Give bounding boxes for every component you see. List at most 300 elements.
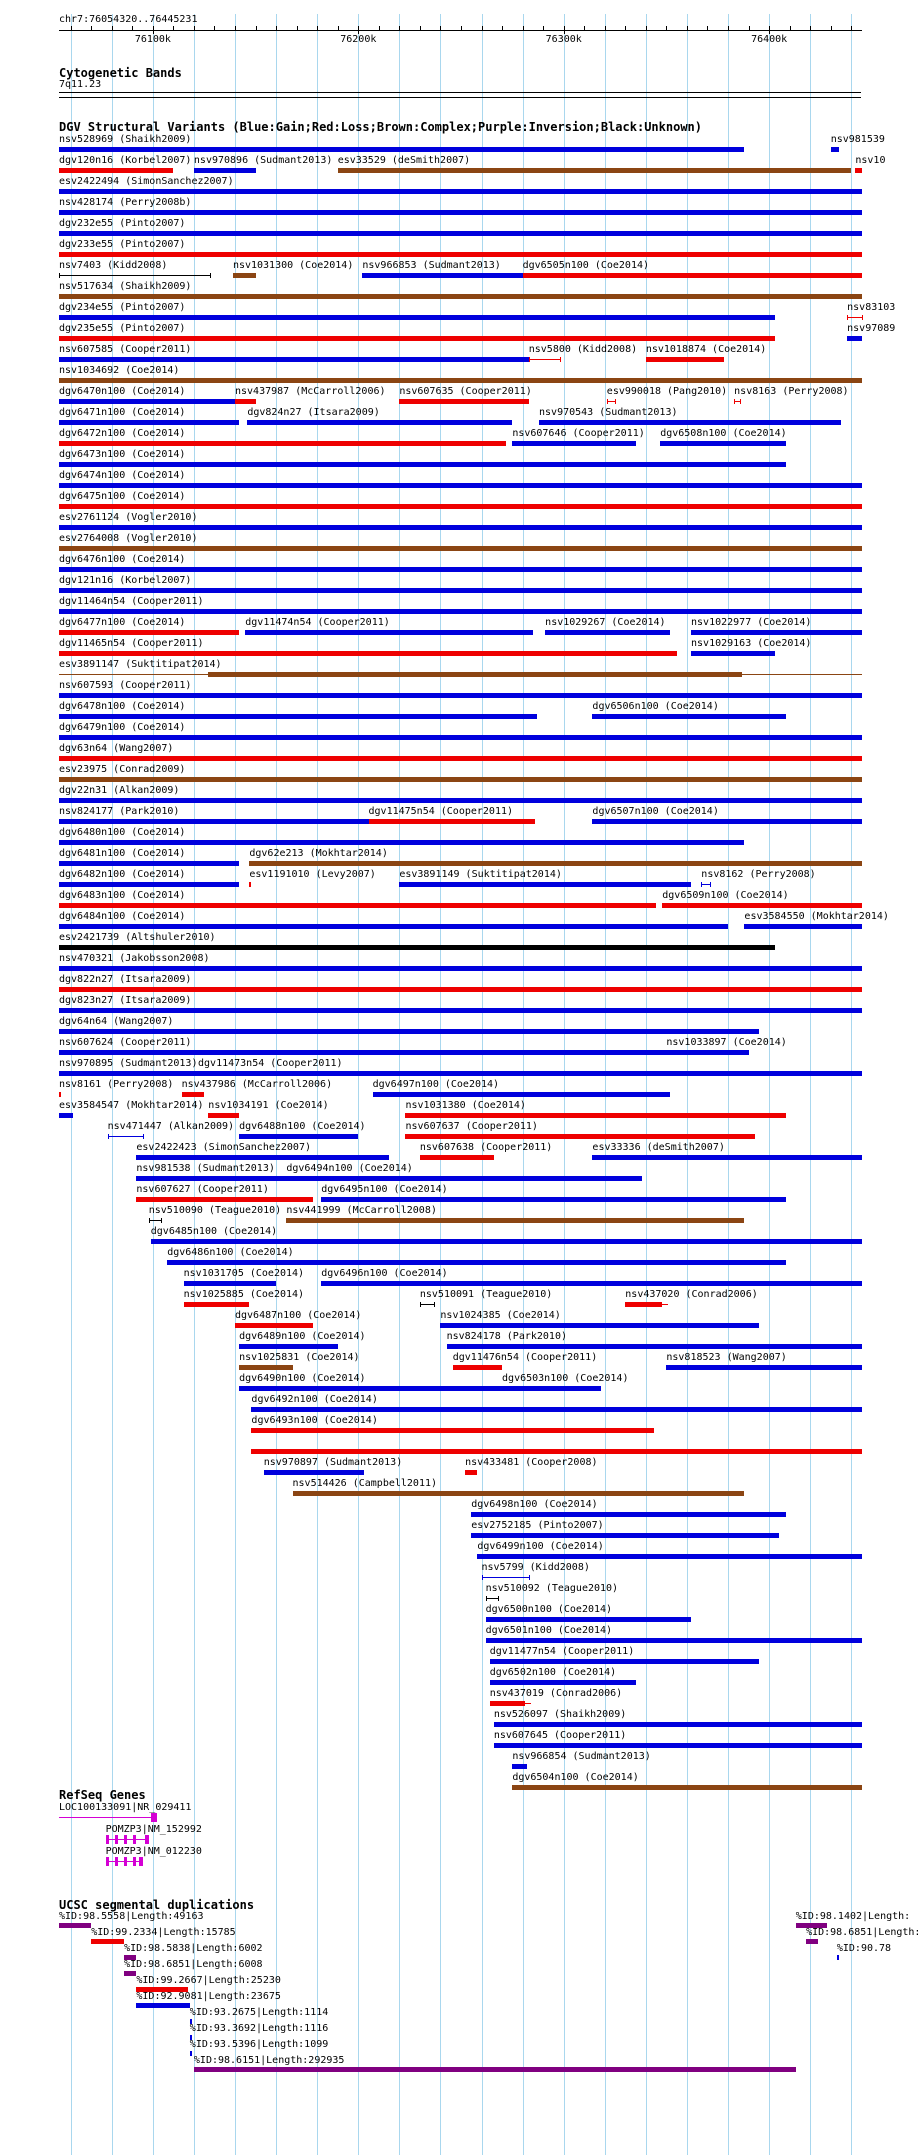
variant-label: dgv6487n100 (Coe2014) — [235, 1310, 362, 1321]
ruler-tick-label: 76100k — [134, 34, 171, 45]
variant-bar — [59, 315, 775, 320]
variant-label: dgv6497n100 (Coe2014) — [372, 1079, 500, 1090]
variant-label: nsv970895 (Sudmant2013) — [59, 1058, 198, 1069]
variant-label: dgv120n16 (Korbel2007) — [59, 155, 192, 166]
segdup-bar — [136, 2003, 189, 2008]
variant-label: nsv510090 (Teague2010) — [148, 1205, 282, 1216]
gene-exon — [115, 1857, 118, 1866]
variant-cap — [486, 1596, 487, 1601]
ruler-tick — [173, 26, 174, 30]
segdup-bar — [91, 1939, 124, 1944]
gene-label: LOC100133091|NR_029411 — [59, 1802, 192, 1813]
variant-label: nsv437020 (Conrad2006) — [625, 1289, 758, 1300]
variant-bar — [59, 483, 862, 488]
variant-label: dgv6485n100 (Coe2014) — [150, 1226, 278, 1237]
variant-label: dgv233e55 (Pinto2007) — [59, 239, 186, 250]
variant-label: esv2421739 (Altshuler2010) — [59, 932, 216, 943]
variant-bar — [136, 1176, 286, 1181]
ruler-tick — [564, 26, 565, 34]
variant-bar — [453, 1365, 502, 1370]
variant-bar — [59, 1050, 666, 1055]
variant-label: dgv6504n100 (Coe2014) — [512, 1772, 639, 1783]
ruler-tick — [769, 26, 770, 34]
ruler-tick — [461, 26, 462, 30]
variant-label: esv2422423 (SimonSanchez2007) — [136, 1142, 311, 1153]
variant-bar — [831, 147, 839, 152]
variant-bar — [245, 630, 533, 635]
variant-label: dgv6502n100 (Coe2014) — [489, 1667, 617, 1678]
variant-label: dgv6486n100 (Coe2014) — [167, 1247, 294, 1258]
variant-bar — [59, 1008, 862, 1013]
variant-label: dgv22n31 (Alkan2009) — [59, 785, 180, 796]
segdup-label: %ID:99.2334|Length:15785 — [91, 1927, 236, 1938]
variant-bar — [502, 1386, 601, 1391]
variant-bar — [59, 189, 862, 194]
variant-label: dgv6476n100 (Coe2014) — [59, 554, 186, 565]
variant-bar — [59, 336, 775, 341]
segdup-label: %ID:98.6851|Length:6008 — [124, 1959, 263, 1970]
ruler-tick — [831, 26, 832, 30]
ruler-tick — [379, 26, 380, 30]
variant-bar — [512, 1785, 862, 1790]
variant-bar — [494, 1743, 862, 1748]
variant-label: nsv517634 (Shaikh2009) — [59, 281, 192, 292]
variant-label: dgv6498n100 (Coe2014) — [471, 1499, 598, 1510]
variant-label: dgv6474n100 (Coe2014) — [59, 470, 186, 481]
variant-label: dgv824n27 (Itsara2009) — [247, 407, 380, 418]
variant-bar — [399, 882, 691, 887]
variant-label: nsv433481 (Cooper2008) — [465, 1457, 598, 1468]
variant-label: nsv97089 — [847, 323, 896, 334]
variant-bar — [286, 1218, 744, 1223]
variant-line — [529, 359, 560, 360]
variant-bar — [59, 357, 529, 362]
variant-label: dgv11475n54 (Cooper2011) — [368, 806, 514, 817]
ruler-tick — [112, 26, 113, 30]
variant-bar — [440, 1323, 758, 1328]
variant-label: dgv232e55 (Pinto2007) — [59, 218, 186, 229]
variant-label: nsv437987 (McCarroll2006) — [235, 386, 386, 397]
dgv-title: DGV Structural Variants (Blue:Gain;Red:Loss;Brown:Complex;Purple:Inversion;Black:Unknown) — [59, 120, 702, 134]
variant-cap — [149, 1218, 150, 1223]
variant-bar — [59, 1092, 61, 1097]
variant-label: dgv6505n100 (Coe2014) — [522, 260, 650, 271]
position-label: chr7:76054320..76445231 — [59, 14, 198, 25]
variant-label: nsv970897 (Sudmant2013) — [263, 1457, 403, 1468]
variant-label: dgv6473n100 (Coe2014) — [59, 449, 186, 460]
variant-bar — [662, 903, 862, 908]
variant-label: nsv970543 (Sudmant2013) — [539, 407, 678, 418]
variant-label: dgv6479n100 (Coe2014) — [59, 722, 186, 733]
variant-bar — [264, 1470, 365, 1475]
variant-label: esv2422494 (SimonSanchez2007) — [59, 176, 234, 187]
variant-bar — [249, 861, 862, 866]
variant-bar — [666, 1050, 748, 1055]
variant-cap — [143, 1134, 144, 1139]
variant-label: dgv6492n100 (Coe2014) — [251, 1394, 378, 1405]
variant-label: dgv11477n54 (Cooper2011) — [489, 1646, 635, 1657]
variant-label: dgv11476n54 (Cooper2011) — [452, 1352, 598, 1363]
segdup-bar — [190, 2051, 192, 2056]
variant-line — [482, 1577, 529, 1578]
variant-bar — [59, 1029, 759, 1034]
variant-label: esv23975 (Conrad2009) — [59, 764, 186, 775]
ruler-tick — [687, 26, 688, 30]
variant-label: nsv428174 (Perry2008b) — [59, 197, 192, 208]
variant-cap — [59, 273, 60, 278]
variant-label: esv2761124 (Vogler2010) — [59, 512, 198, 523]
variant-bar — [239, 1134, 358, 1139]
variant-bar — [490, 1680, 636, 1685]
variant-bar — [486, 1638, 862, 1643]
variant-cap — [862, 315, 863, 320]
variant-bar — [239, 1344, 338, 1349]
ruler-tick — [440, 26, 441, 30]
variant-bar — [239, 1386, 502, 1391]
segdup-bar — [124, 1971, 136, 1976]
variant-cap — [108, 1134, 109, 1139]
variant-label: esv1191010 (Levy2007) — [249, 869, 376, 880]
variant-bar — [59, 504, 862, 509]
ruler-tick — [728, 26, 729, 30]
ruler-tick — [790, 26, 791, 30]
variant-label: dgv6488n100 (Coe2014) — [239, 1121, 366, 1132]
segdup-bar — [806, 1939, 818, 1944]
ruler-tick — [317, 26, 318, 30]
variant-bar — [59, 714, 537, 719]
variant-label: nsv981538 (Sudmant2013) — [136, 1163, 275, 1174]
variant-bar — [59, 210, 862, 215]
variant-bar — [321, 1281, 862, 1286]
variant-line — [525, 1703, 531, 1704]
variant-label: esv2764008 (Vogler2010) — [59, 533, 198, 544]
variant-label: nsv607585 (Cooper2011) — [59, 344, 192, 355]
variant-label: nsv1031380 (Coe2014) — [405, 1100, 526, 1111]
variant-label: dgv6484n100 (Coe2014) — [59, 911, 186, 922]
ruler-tick — [194, 26, 195, 30]
variant-bar — [592, 714, 785, 719]
variant-label: nsv607624 (Cooper2011) — [59, 1037, 192, 1048]
variant-bar — [59, 147, 744, 152]
variant-bar — [59, 735, 862, 740]
variant-label: nsv510092 (Teague2010) — [485, 1583, 619, 1594]
variant-label: nsv966853 (Sudmant2013) — [362, 260, 501, 271]
variant-bar — [477, 1554, 862, 1559]
ruler-tick — [358, 26, 359, 34]
variant-bar — [59, 777, 862, 782]
cyto-title: Cytogenetic Bands — [59, 66, 182, 80]
variant-bar — [625, 1302, 662, 1307]
variant-label: dgv6508n100 (Coe2014) — [660, 428, 787, 439]
variant-label: nsv981539 — [830, 134, 885, 145]
segdup-label: %ID:98.5838|Length:6002 — [124, 1943, 263, 1954]
variant-bar — [545, 630, 670, 635]
segdup-bar — [194, 2067, 796, 2072]
variant-label: nsv1034191 (Coe2014) — [208, 1100, 329, 1111]
variant-bar — [362, 273, 522, 278]
variant-label: nsv1033897 (Coe2014) — [666, 1037, 787, 1048]
variant-cap — [701, 882, 702, 887]
variant-line — [149, 1220, 161, 1221]
variant-bar — [59, 441, 506, 446]
variant-cap — [710, 882, 711, 887]
gene-line — [59, 1817, 157, 1818]
segdup-label: %ID:98.1402|Length: — [795, 1911, 911, 1922]
variant-bar — [691, 651, 775, 656]
variant-bar — [59, 378, 862, 383]
ruler-tick — [297, 26, 298, 30]
variant-bar — [592, 819, 862, 824]
ruler-tick — [605, 26, 606, 30]
variant-label: esv33529 (deSmith2007) — [337, 155, 471, 166]
ruler-tick — [749, 26, 750, 30]
gene-exon — [124, 1857, 127, 1866]
variant-line — [108, 1136, 143, 1137]
variant-label: nsv1022977 (Coe2014) — [691, 617, 812, 628]
variant-bar — [59, 1113, 73, 1118]
variant-bar — [194, 168, 256, 173]
variant-label: nsv1031300 (Coe2014) — [232, 260, 354, 271]
variant-cap — [434, 1302, 435, 1307]
variant-bar — [405, 1134, 754, 1139]
variant-label: nsv528969 (Shaikh2009) — [59, 134, 192, 145]
variant-bar — [208, 1113, 239, 1118]
variant-label: nsv607638 (Cooper2011) — [419, 1142, 553, 1153]
variant-label: dgv11473n54 (Cooper2011) — [198, 1058, 343, 1069]
segdup-label: %ID:93.5396|Length:1099 — [189, 2039, 329, 2050]
variant-bar — [59, 399, 256, 404]
variant-bar — [184, 1302, 250, 1307]
cyto-band: 7q11.23 — [59, 79, 102, 90]
variant-label: nsv8162 (Perry2008) — [701, 869, 816, 880]
variant-line — [742, 674, 862, 675]
variant-label: esv3584550 (Mokhtar2014) — [744, 911, 889, 922]
variant-bar — [59, 567, 862, 572]
variant-label: dgv6493n100 (Coe2014) — [251, 1415, 378, 1426]
variant-bar — [490, 1659, 759, 1664]
variant-label: nsv607627 (Cooper2011) — [136, 1184, 269, 1195]
variant-bar — [405, 1113, 785, 1118]
variant-label: nsv1029267 (Coe2014) — [545, 617, 666, 628]
variant-label: dgv6490n100 (Coe2014) — [239, 1373, 366, 1384]
refseq-title: RefSeq Genes — [59, 1788, 146, 1802]
variant-bar — [59, 1071, 862, 1076]
variant-label: nsv5800 (Kidd2008) — [528, 344, 638, 355]
variant-label: dgv6470n100 (Coe2014) — [59, 386, 186, 397]
variant-label: dgv6501n100 (Coe2014) — [485, 1625, 613, 1636]
variant-bar — [249, 882, 251, 887]
variant-label: esv990018 (Pang2010) — [606, 386, 728, 397]
ruler-tick — [235, 26, 236, 30]
variant-label: dgv823n27 (Itsara2009) — [59, 995, 192, 1006]
variant-label: dgv62e213 (Mokhtar2014) — [249, 848, 388, 859]
variant-bar — [847, 336, 862, 341]
variant-bar — [208, 672, 742, 677]
variant-label: nsv607637 (Cooper2011) — [405, 1121, 538, 1132]
variant-bar — [184, 1281, 276, 1286]
variant-cap — [607, 399, 608, 404]
variant-label: nsv437986 (McCarroll2006) — [181, 1079, 333, 1090]
segdup-label: %ID:92.9081|Length:23675 — [136, 1991, 281, 2002]
variant-bar — [59, 966, 862, 971]
variant-label: dgv6509n100 (Coe2014) — [662, 890, 789, 901]
variant-bar — [59, 924, 728, 929]
variant-label: nsv607593 (Cooper2011) — [59, 680, 192, 691]
gene-exon — [133, 1857, 136, 1866]
variant-bar — [239, 1365, 292, 1370]
variant-bar — [512, 441, 635, 446]
variant-line — [701, 884, 709, 885]
variant-cap — [529, 357, 530, 362]
variant-label: dgv235e55 (Pinto2007) — [59, 323, 186, 334]
variant-label: dgv6507n100 (Coe2014) — [592, 806, 719, 817]
variant-label: esv2752185 (Pinto2007) — [471, 1520, 604, 1531]
gene-label: POMZP3|NM_012230 — [105, 1846, 202, 1857]
variant-bar — [744, 924, 862, 929]
variant-label: dgv6475n100 (Coe2014) — [59, 491, 186, 502]
variant-bar — [59, 903, 656, 908]
variant-bar — [539, 420, 841, 425]
segdup-title: UCSC segmental duplications — [59, 1898, 255, 1912]
variant-bar — [373, 1092, 671, 1097]
ruler-tick — [810, 26, 811, 30]
variant-bar — [691, 630, 862, 635]
variant-label: nsv607635 (Cooper2011) — [399, 386, 532, 397]
variant-cap — [420, 1302, 421, 1307]
variant-line — [847, 317, 862, 318]
ruler-tick — [646, 26, 647, 30]
variant-bar — [59, 231, 862, 236]
gene-exon — [106, 1835, 109, 1844]
variant-bar — [59, 252, 862, 257]
variant-label: nsv8163 (Perry2008) — [734, 386, 849, 397]
variant-bar — [471, 1512, 785, 1517]
variant-bar — [233, 273, 256, 278]
variant-line — [59, 275, 210, 276]
variant-bar — [136, 1197, 313, 1202]
variant-bar — [59, 462, 786, 467]
variant-label: nsv7403 (Kidd2008) — [59, 260, 168, 271]
variant-label: dgv64n64 (Wang2007) — [59, 1016, 174, 1027]
variant-bar — [490, 1701, 525, 1706]
variant-label: dgv6483n100 (Coe2014) — [59, 890, 186, 901]
ruler-tick — [482, 26, 483, 30]
variant-bar — [59, 168, 173, 173]
segdup-bar — [59, 1923, 91, 1928]
variant-label: dgv6500n100 (Coe2014) — [485, 1604, 613, 1615]
variant-bar — [486, 1617, 691, 1622]
variant-bar — [855, 168, 862, 173]
variant-bar — [167, 1260, 785, 1265]
variant-bar — [447, 1344, 862, 1349]
variant-bar — [235, 1323, 313, 1328]
variant-bar — [59, 840, 744, 845]
variant-label: nsv966854 (Sudmant2013) — [512, 1751, 651, 1762]
variant-label: esv3891149 (Suktitipat2014) — [399, 869, 562, 880]
variant-bar — [59, 882, 239, 887]
variant-label: nsv1025831 (Coe2014) — [239, 1352, 360, 1363]
segdup-bar — [837, 1955, 839, 1960]
variant-label: dgv63n64 (Wang2007) — [59, 743, 174, 754]
ruler-tick — [399, 26, 400, 30]
ruler-line — [59, 30, 862, 31]
ruler-tick — [91, 26, 92, 30]
variant-label: dgv6489n100 (Coe2014) — [239, 1331, 366, 1342]
variant-label: nsv8161 (Perry2008) — [59, 1079, 174, 1090]
variant-bar — [59, 546, 862, 551]
variant-bar — [666, 1365, 862, 1370]
ruler-tick-label: 76400k — [751, 34, 788, 45]
variant-bar — [247, 420, 512, 425]
variant-cap — [734, 399, 735, 404]
variant-label: nsv437019 (Conrad2006) — [489, 1688, 623, 1699]
variant-line — [420, 1304, 434, 1305]
variant-label: esv33336 (deSmith2007) — [592, 1142, 725, 1153]
variant-label: dgv234e55 (Pinto2007) — [59, 302, 186, 313]
variant-label: dgv6480n100 (Coe2014) — [59, 827, 186, 838]
variant-bar — [399, 399, 528, 404]
variant-bar — [151, 1239, 862, 1244]
variant-label: dgv6496n100 (Coe2014) — [321, 1268, 448, 1279]
variant-cap — [615, 399, 616, 404]
variant-cap — [740, 399, 741, 404]
variant-bar — [59, 420, 239, 425]
variant-bar — [59, 609, 862, 614]
variant-label: nsv1024385 (Coe2014) — [440, 1310, 561, 1321]
cyto-rule — [59, 92, 861, 93]
variant-label: dgv6481n100 (Coe2014) — [59, 848, 186, 859]
variant-label: esv3584547 (Mokhtar2014) — [59, 1100, 204, 1111]
ruler-tick — [256, 26, 257, 30]
grid-line — [810, 14, 811, 2155]
variant-label: nsv5799 (Kidd2008) — [481, 1562, 590, 1573]
gene-exon — [115, 1835, 118, 1844]
variant-label: dgv11474n54 (Cooper2011) — [245, 617, 390, 628]
variant-label: dgv6495n100 (Coe2014) — [321, 1184, 448, 1195]
variant-label: dgv121n16 (Korbel2007) — [59, 575, 192, 586]
gene-line — [106, 1839, 149, 1840]
variant-label: dgv6471n100 (Coe2014) — [59, 407, 186, 418]
variant-bar — [59, 798, 862, 803]
variant-bar — [420, 1155, 494, 1160]
variant-label: nsv607646 (Cooper2011) — [512, 428, 645, 439]
gene-exon — [124, 1835, 127, 1844]
variant-label: nsv471447 (Alkan2009) — [107, 1121, 235, 1132]
variant-bar — [494, 1722, 862, 1727]
ruler-tick — [71, 26, 72, 30]
ruler-tick — [276, 26, 277, 30]
variant-cap — [560, 357, 561, 362]
variant-line — [59, 674, 208, 675]
ruler-tick-label: 76200k — [340, 34, 377, 45]
variant-label: dgv6478n100 (Coe2014) — [59, 701, 186, 712]
ruler-tick-label: 76300k — [545, 34, 582, 45]
cyto-rule — [59, 97, 861, 98]
segdup-label: %ID:98.6851|Length: — [806, 1927, 920, 1938]
variant-label: nsv470321 (Jakobsson2008) — [59, 953, 210, 964]
variant-bar — [59, 588, 862, 593]
ruler-tick — [543, 26, 544, 30]
variant-cap — [498, 1596, 499, 1601]
ruler-tick — [625, 26, 626, 30]
ruler-tick — [502, 26, 503, 30]
variant-bar — [59, 945, 775, 950]
variant-cap — [529, 1575, 530, 1580]
variant-label: nsv510091 (Teague2010) — [419, 1289, 553, 1300]
variant-cap — [161, 1218, 162, 1223]
variant-cap — [210, 273, 211, 278]
variant-bar — [471, 1533, 779, 1538]
